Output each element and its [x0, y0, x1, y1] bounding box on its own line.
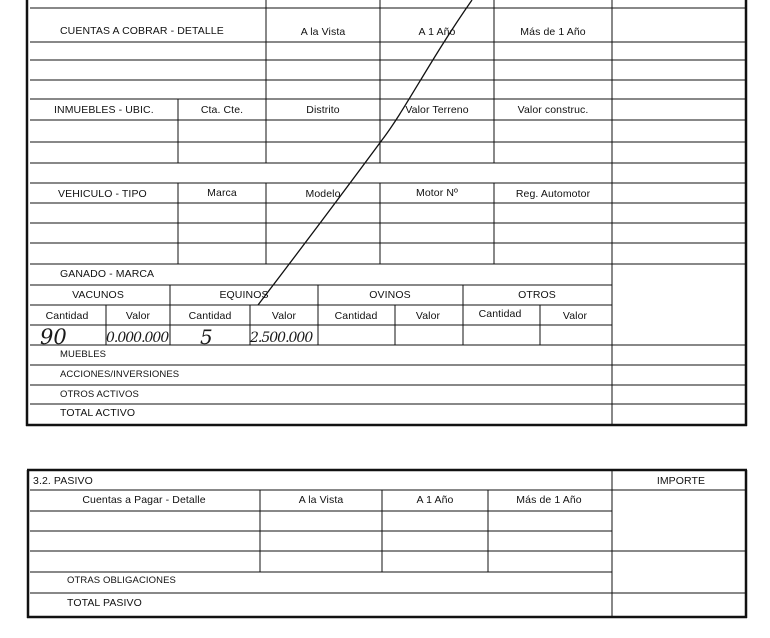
inmuebles-title: INMUEBLES - UBIC. [54, 104, 154, 116]
ganado-group-equinos: EQUINOS [219, 289, 269, 301]
cobrar-a-la-vista-header: A la Vista [300, 26, 346, 38]
pagar-a-1-anio-header: A 1 Año [416, 494, 454, 506]
vehiculo-motor-header: Motor Nº [416, 187, 458, 199]
equinos-valor-header: Valor [271, 310, 297, 322]
inmuebles-distrito-header: Distrito [306, 104, 340, 116]
cuentas-cobrar-title: CUENTAS A COBRAR - DETALLE [60, 25, 224, 37]
inmuebles-cta-cte-header: Cta. Cte. [200, 104, 244, 116]
equinos-valor-handwritten: 2.500.000 [250, 330, 313, 346]
vacunos-valor-header: Valor [125, 310, 151, 322]
cobrar-a-1-anio-header: A 1 Año [418, 26, 456, 38]
otros-activos-label: OTROS ACTIVOS [60, 389, 139, 400]
inmuebles-valor-construc-header: Valor construc. [517, 104, 589, 116]
total-activo-label: TOTAL ACTIVO [60, 407, 136, 419]
otras-obligaciones-label: OTRAS OBLIGACIONES [67, 575, 176, 586]
vehiculo-modelo-header: Modelo [305, 188, 341, 200]
otros-cantidad-header: Cantidad [478, 308, 522, 320]
vehiculo-reg-automotor-header: Reg. Automotor [515, 188, 591, 200]
pasivo-title: 3.2. PASIVO [33, 475, 93, 487]
importe-header: IMPORTE [656, 475, 706, 487]
equinos-cantidad-handwritten: 5 [200, 325, 213, 349]
vacunos-cantidad-header: Cantidad [45, 310, 89, 322]
ganado-group-vacunos: VACUNOS [72, 289, 124, 301]
ganado-title: GANADO - MARCA [60, 268, 155, 280]
equinos-cantidad-header: Cantidad [188, 310, 232, 322]
pagar-a-la-vista-header: A la Vista [298, 494, 344, 506]
otros-valor-header: Valor [562, 310, 588, 322]
muebles-label: MUEBLES [60, 349, 107, 360]
total-pasivo-label: TOTAL PASIVO [67, 597, 142, 609]
ganado-group-ovinos: OVINOS [369, 289, 411, 301]
ovinos-cantidad-header: Cantidad [334, 310, 378, 322]
ovinos-valor-header: Valor [415, 310, 441, 322]
inmuebles-valor-terreno-header: Valor Terreno [405, 104, 469, 116]
acciones-inversiones-label: ACCIONES/INVERSIONES [60, 369, 180, 380]
vehiculo-title: VEHICULO - TIPO [58, 188, 147, 200]
ganado-group-otros: OTROS [518, 289, 556, 301]
vacunos-valor-handwritten: 0.000.000 [106, 330, 169, 346]
pagar-mas-1-anio-header: Más de 1 Año [516, 494, 582, 506]
cuentas-pagar-header: Cuentas a Pagar - Detalle [82, 494, 206, 506]
cobrar-mas-1-anio-header: Más de 1 Año [520, 26, 586, 38]
vehiculo-marca-header: Marca [207, 187, 237, 199]
vacunos-cantidad-handwritten: 90 [40, 325, 67, 349]
